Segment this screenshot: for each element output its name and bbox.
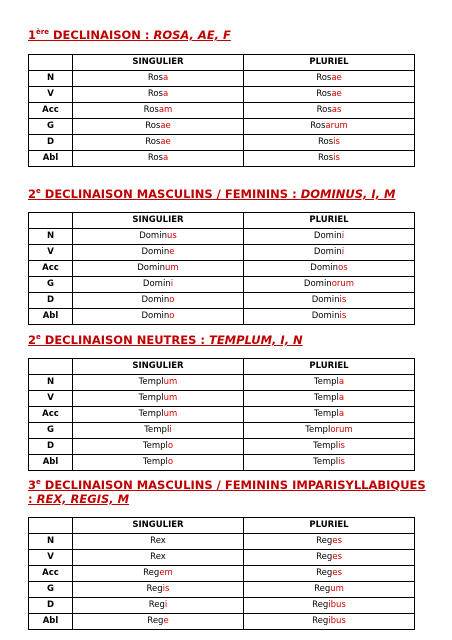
singular-form <box>73 277 244 293</box>
word-stem: Reg <box>146 584 163 594</box>
section-2-number: 2 <box>28 187 37 201</box>
word-ending: os <box>338 263 348 273</box>
table-row <box>29 119 415 135</box>
singular-form <box>73 135 244 151</box>
singular-form <box>73 534 244 550</box>
section-1-ordinal: ère <box>36 28 49 37</box>
plural-form <box>244 71 415 87</box>
case-header <box>29 213 73 229</box>
plural-form <box>244 582 415 598</box>
case-label: N <box>29 534 73 550</box>
word-ending: o <box>167 457 174 467</box>
section-4-paradigm: REX, REGIS, M <box>36 492 130 506</box>
word-ending: a <box>162 89 169 99</box>
case-header <box>29 359 73 375</box>
word-stem: Ros <box>147 153 163 163</box>
plural-form <box>244 229 415 245</box>
plural-header: PLURIEL <box>244 518 415 534</box>
section-1-table <box>28 54 415 167</box>
singular-header: SINGULIER <box>73 518 244 534</box>
table-row <box>29 423 415 439</box>
plural-form <box>244 245 415 261</box>
table-row <box>29 261 415 277</box>
singular-form <box>73 423 244 439</box>
singular-form <box>73 391 244 407</box>
word-stem: Domin <box>311 295 340 305</box>
word-stem: Rex <box>150 552 166 562</box>
word-ending: i <box>169 425 172 435</box>
word-ending: e <box>169 247 175 257</box>
word-ending: is <box>333 153 340 163</box>
section-2-ordinal: e <box>36 187 41 196</box>
word-stem: Domin <box>303 279 332 289</box>
word-stem: Templ <box>138 409 164 419</box>
plural-form <box>244 309 415 325</box>
case-label: D <box>29 293 73 309</box>
case-label: G <box>29 119 73 135</box>
plural-form <box>244 151 415 167</box>
word-ending: e <box>163 616 169 626</box>
word-ending: as <box>331 105 342 115</box>
section-3-number: 2 <box>28 333 37 347</box>
case-header <box>29 55 73 71</box>
word-stem: Templ <box>313 393 339 403</box>
word-ending: i <box>341 247 345 257</box>
singular-form <box>73 245 244 261</box>
table-row <box>29 534 415 550</box>
plural-form <box>244 375 415 391</box>
word-ending: orum <box>330 425 353 435</box>
word-ending: o <box>169 311 175 321</box>
section-2-table <box>28 212 415 325</box>
word-ending: a <box>338 393 345 403</box>
case-label: G <box>29 423 73 439</box>
singular-form <box>73 151 244 167</box>
word-stem: Domin <box>141 311 170 321</box>
plural-form <box>244 119 415 135</box>
word-ending: is <box>339 311 347 321</box>
plural-form <box>244 439 415 455</box>
table-header-row <box>29 359 415 375</box>
singular-form <box>73 293 244 309</box>
case-label: Acc <box>29 566 73 582</box>
section-4-heading <box>28 478 428 506</box>
singular-form <box>73 261 244 277</box>
plural-form <box>244 293 415 309</box>
singular-form <box>73 375 244 391</box>
table-row <box>29 375 415 391</box>
section-3-heading <box>28 333 428 347</box>
table-row <box>29 455 415 471</box>
word-stem: Reg <box>148 600 165 610</box>
table-header-row <box>29 55 415 71</box>
singular-form <box>73 582 244 598</box>
table-row <box>29 293 415 309</box>
singular-form <box>73 103 244 119</box>
singular-form <box>73 455 244 471</box>
case-label: V <box>29 87 73 103</box>
word-ending: ae <box>331 89 342 99</box>
word-ending: i <box>170 279 174 289</box>
singular-form <box>73 229 244 245</box>
case-label: Abl <box>29 455 73 471</box>
case-label: Acc <box>29 103 73 119</box>
word-ending: ibus <box>328 616 346 626</box>
plural-form <box>244 87 415 103</box>
word-stem: Domin <box>141 295 170 305</box>
case-header <box>29 518 73 534</box>
singular-header: SINGULIER <box>73 55 244 71</box>
table-row <box>29 151 415 167</box>
table-row <box>29 245 415 261</box>
table-header-row <box>29 213 415 229</box>
section-4-ordinal: e <box>36 478 41 487</box>
plural-form <box>244 277 415 293</box>
table-row <box>29 598 415 614</box>
word-stem: Ros <box>147 73 163 83</box>
plural-header: PLURIEL <box>244 213 415 229</box>
word-ending: a <box>162 73 169 83</box>
word-stem: Domin <box>137 263 166 273</box>
section-3-ordinal: e <box>36 333 41 342</box>
case-label: Acc <box>29 261 73 277</box>
case-label: G <box>29 277 73 293</box>
plural-form <box>244 261 415 277</box>
table-row <box>29 135 415 151</box>
word-ending: um <box>330 584 344 594</box>
word-ending: o <box>169 295 175 305</box>
table-row <box>29 309 415 325</box>
word-ending: a <box>162 153 169 163</box>
singular-form <box>73 407 244 423</box>
case-label: Acc <box>29 407 73 423</box>
section-1-paradigm: ROSA, AE, F <box>153 28 231 42</box>
word-stem: Ros <box>143 105 159 115</box>
word-ending: us <box>166 231 177 241</box>
word-ending: is <box>162 584 170 594</box>
section-2-paradigm: DOMINUS, I, M <box>300 187 396 201</box>
singular-form <box>73 119 244 135</box>
word-ending: orum <box>331 279 355 289</box>
word-ending: is <box>339 295 347 305</box>
word-stem: Ros <box>145 121 161 131</box>
word-stem: Reg <box>147 616 164 626</box>
word-ending: a <box>338 409 345 419</box>
case-label: D <box>29 598 73 614</box>
plural-form <box>244 598 415 614</box>
section-1-number: 1 <box>28 28 37 42</box>
case-label: N <box>29 375 73 391</box>
word-stem: Domin <box>313 247 342 257</box>
plural-form <box>244 614 415 630</box>
word-ending: ae <box>160 121 171 131</box>
section-4-number: 3 <box>28 478 37 492</box>
table-row <box>29 391 415 407</box>
word-stem: Templ <box>313 377 339 387</box>
singular-form <box>73 439 244 455</box>
word-ending: ae <box>331 73 342 83</box>
word-stem: Reg <box>316 568 333 578</box>
word-stem: Domin <box>141 247 170 257</box>
section-1-title: DECLINAISON : <box>48 28 154 42</box>
word-stem: Ros <box>145 137 161 147</box>
singular-form <box>73 598 244 614</box>
section-3-table <box>28 358 415 471</box>
word-stem: Reg <box>312 600 329 610</box>
word-stem: Ros <box>310 121 326 131</box>
singular-header: SINGULIER <box>73 213 244 229</box>
section-4-title: DECLINAISON MASCULINS / FEMININS IMPARISYLLABIQUES : <box>28 478 426 506</box>
table-row <box>29 407 415 423</box>
word-ending: i <box>164 600 168 610</box>
word-ending: es <box>332 568 342 578</box>
plural-form <box>244 550 415 566</box>
case-label: G <box>29 582 73 598</box>
case-label: D <box>29 135 73 151</box>
word-stem: Templ <box>138 377 164 387</box>
section-3-paradigm: TEMPLUM, I, N <box>208 333 303 347</box>
word-ending: is <box>338 441 345 451</box>
case-label: V <box>29 550 73 566</box>
word-stem: Ros <box>318 137 334 147</box>
case-label: D <box>29 439 73 455</box>
case-label: N <box>29 71 73 87</box>
word-ending: is <box>338 457 345 467</box>
word-ending: i <box>341 231 345 241</box>
word-stem: Templ <box>138 393 164 403</box>
table-row <box>29 71 415 87</box>
word-ending: a <box>338 377 345 387</box>
word-stem: Ros <box>316 89 332 99</box>
plural-form <box>244 103 415 119</box>
case-label: V <box>29 391 73 407</box>
plural-form <box>244 391 415 407</box>
word-stem: Templ <box>144 425 170 435</box>
word-stem: Templ <box>305 425 331 435</box>
plural-form <box>244 135 415 151</box>
word-stem: Templ <box>313 409 339 419</box>
word-ending: um <box>163 377 178 387</box>
word-stem: Reg <box>316 552 333 562</box>
word-stem: Templ <box>142 457 168 467</box>
word-ending: ibus <box>328 600 346 610</box>
table-row <box>29 87 415 103</box>
section-2-heading <box>28 187 428 201</box>
word-ending: um <box>165 263 179 273</box>
singular-form <box>73 566 244 582</box>
plural-form <box>244 423 415 439</box>
word-stem: Reg <box>314 584 331 594</box>
table-row <box>29 550 415 566</box>
word-stem: Ros <box>316 105 332 115</box>
plural-form <box>244 455 415 471</box>
word-stem: Templ <box>313 441 339 451</box>
case-label: Abl <box>29 151 73 167</box>
singular-form <box>73 614 244 630</box>
word-ending: arum <box>325 121 348 131</box>
table-row <box>29 614 415 630</box>
singular-form <box>73 550 244 566</box>
table-row <box>29 103 415 119</box>
word-stem: Domin <box>311 311 340 321</box>
word-stem: Rex <box>150 536 166 546</box>
table-row <box>29 566 415 582</box>
section-3-title: DECLINAISON NEUTRES : <box>40 333 209 347</box>
word-ending: es <box>332 552 342 562</box>
section-2-title: DECLINAISON MASCULINS / FEMININS : <box>40 187 301 201</box>
word-stem: Templ <box>313 457 339 467</box>
plural-form <box>244 407 415 423</box>
word-ending: em <box>159 568 173 578</box>
case-label: Abl <box>29 309 73 325</box>
table-row <box>29 439 415 455</box>
word-stem: Reg <box>143 568 160 578</box>
word-ending: um <box>163 393 178 403</box>
word-stem: Ros <box>318 153 334 163</box>
word-ending: ae <box>160 137 171 147</box>
word-stem: Ros <box>316 73 332 83</box>
word-ending: am <box>158 105 173 115</box>
section-1-heading <box>28 28 428 42</box>
word-stem: Domin <box>313 231 342 241</box>
word-stem: Domin <box>142 279 171 289</box>
case-label: N <box>29 229 73 245</box>
word-ending: um <box>163 409 178 419</box>
case-label: Abl <box>29 614 73 630</box>
singular-form <box>73 87 244 103</box>
plural-header: PLURIEL <box>244 55 415 71</box>
plural-form <box>244 566 415 582</box>
word-ending: o <box>167 441 174 451</box>
table-row <box>29 229 415 245</box>
word-stem: Ros <box>147 89 163 99</box>
plural-form <box>244 534 415 550</box>
singular-form <box>73 71 244 87</box>
word-stem: Domin <box>139 231 167 241</box>
table-row <box>29 277 415 293</box>
table-header-row <box>29 518 415 534</box>
word-ending: is <box>333 137 340 147</box>
word-stem: Domin <box>310 263 339 273</box>
word-stem: Templ <box>142 441 168 451</box>
plural-header: PLURIEL <box>244 359 415 375</box>
word-ending: es <box>332 536 342 546</box>
singular-form <box>73 309 244 325</box>
singular-header: SINGULIER <box>73 359 244 375</box>
table-row <box>29 582 415 598</box>
section-4-table <box>28 517 415 630</box>
case-label: V <box>29 245 73 261</box>
word-stem: Reg <box>312 616 329 626</box>
word-stem: Reg <box>316 536 333 546</box>
